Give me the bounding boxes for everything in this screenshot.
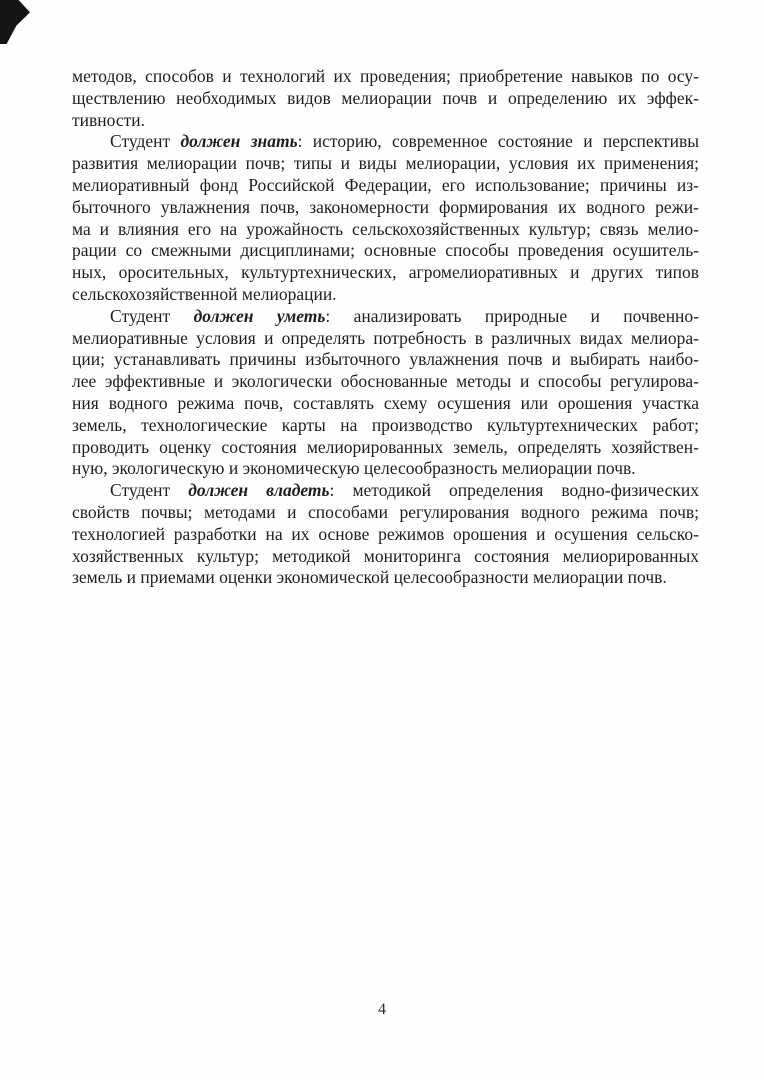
text-run: ции; устанавливать причины избыточного увлажнения почв и выбирать наибо- — [72, 349, 699, 370]
text-line — [72, 393, 699, 415]
text-line — [72, 240, 699, 262]
text-run: проводить оценку состояния мелиорированных земель, определять хозяйствен- — [72, 436, 699, 457]
text-run: хозяйственных культур; методикой мониторинга состояния мелиорированных — [72, 545, 699, 566]
text-run: Студент — [110, 480, 189, 501]
paragraph — [72, 66, 699, 131]
page-footer — [0, 1000, 764, 1020]
text-run: мелиоративные условия и определять потребность в различных видах мелиора- — [72, 327, 699, 348]
text-line — [72, 262, 699, 284]
text-line — [72, 415, 699, 437]
text-line — [72, 306, 699, 328]
text-run: Студент — [110, 131, 181, 152]
text-line — [72, 88, 699, 110]
text-run: : историю, современное состояние и перспективы — [297, 131, 699, 152]
bold-italic-run: должен владеть — [188, 480, 330, 501]
text-run: лее эффективные и экологически обоснованные методы и способы регулирова- — [72, 371, 699, 392]
bold-italic-run: должен знать — [180, 131, 298, 152]
text-line — [72, 458, 699, 480]
text-line — [72, 480, 699, 502]
paragraph — [72, 131, 699, 305]
text-run: ния водного режима почв, составлять схему осушения или орошения участка — [72, 392, 699, 413]
scan-artifact-corner-mark — [0, 0, 30, 44]
text-run: быточного увлажнения почв, закономерности формирования их водного режи- — [72, 196, 699, 217]
text-line — [72, 153, 699, 175]
text-line — [72, 349, 699, 371]
text-run: ществлению необходимых видов мелиорации почв и определению их эффек- — [72, 87, 699, 108]
text-line — [72, 219, 699, 241]
text-run: рации со смежными дисциплинами; основные способы проведения осушитель- — [72, 240, 699, 261]
text-line — [72, 66, 699, 88]
text-line — [72, 567, 699, 589]
text-run: свойств почвы; методами и способами регулирования водного режима почв; — [72, 501, 699, 522]
text-line — [72, 197, 699, 219]
text-line — [72, 328, 699, 350]
text-line — [72, 502, 699, 524]
text-line — [72, 110, 699, 132]
paragraph — [72, 306, 699, 480]
text-run: ных, оросительных, культуртехнических, агромелиоративных и других типов — [72, 262, 699, 283]
text-line — [72, 371, 699, 393]
text-run: ную, экологическую и экономическую целесообразность мелиорации почв. — [72, 458, 636, 479]
text-block — [72, 66, 699, 589]
text-line — [72, 175, 699, 197]
text-run: развития мелиорации почв; типы и виды мелиорации, условия их применения; — [72, 153, 699, 174]
text-line — [72, 546, 699, 568]
text-run: сельскохозяйственной мелиорации. — [72, 283, 337, 304]
text-line — [72, 131, 699, 153]
text-run: ма и влияния его на урожайность сельскохозяйственных культур; связь мелио- — [72, 218, 699, 239]
text-line — [72, 284, 699, 306]
text-line — [72, 524, 699, 546]
text-run: земель и приемами оценки экономической целесообразности мелиорации почв. — [72, 567, 667, 588]
text-run: методов, способов и технологий их проведения; приобретение навыков по осу- — [72, 66, 699, 86]
text-line — [72, 437, 699, 459]
text-run: : методикой определения водно-физических — [329, 480, 699, 501]
text-run: : анализировать природные и почвенно- — [325, 305, 699, 326]
paragraph — [72, 480, 699, 589]
text-run: технологией разработки на их основе режимов орошения и осушения сельско- — [72, 523, 699, 544]
text-run: мелиоративный фонд Российской Федерации, его использование; причины из- — [72, 174, 699, 195]
text-run: тивности. — [72, 109, 145, 130]
text-run: Студент — [110, 305, 194, 326]
text-run: земель, технологические карты на производство культуртехнических работ; — [72, 414, 699, 435]
page-number: 4 — [378, 1001, 386, 1018]
bold-italic-run: должен уметь — [193, 305, 326, 326]
